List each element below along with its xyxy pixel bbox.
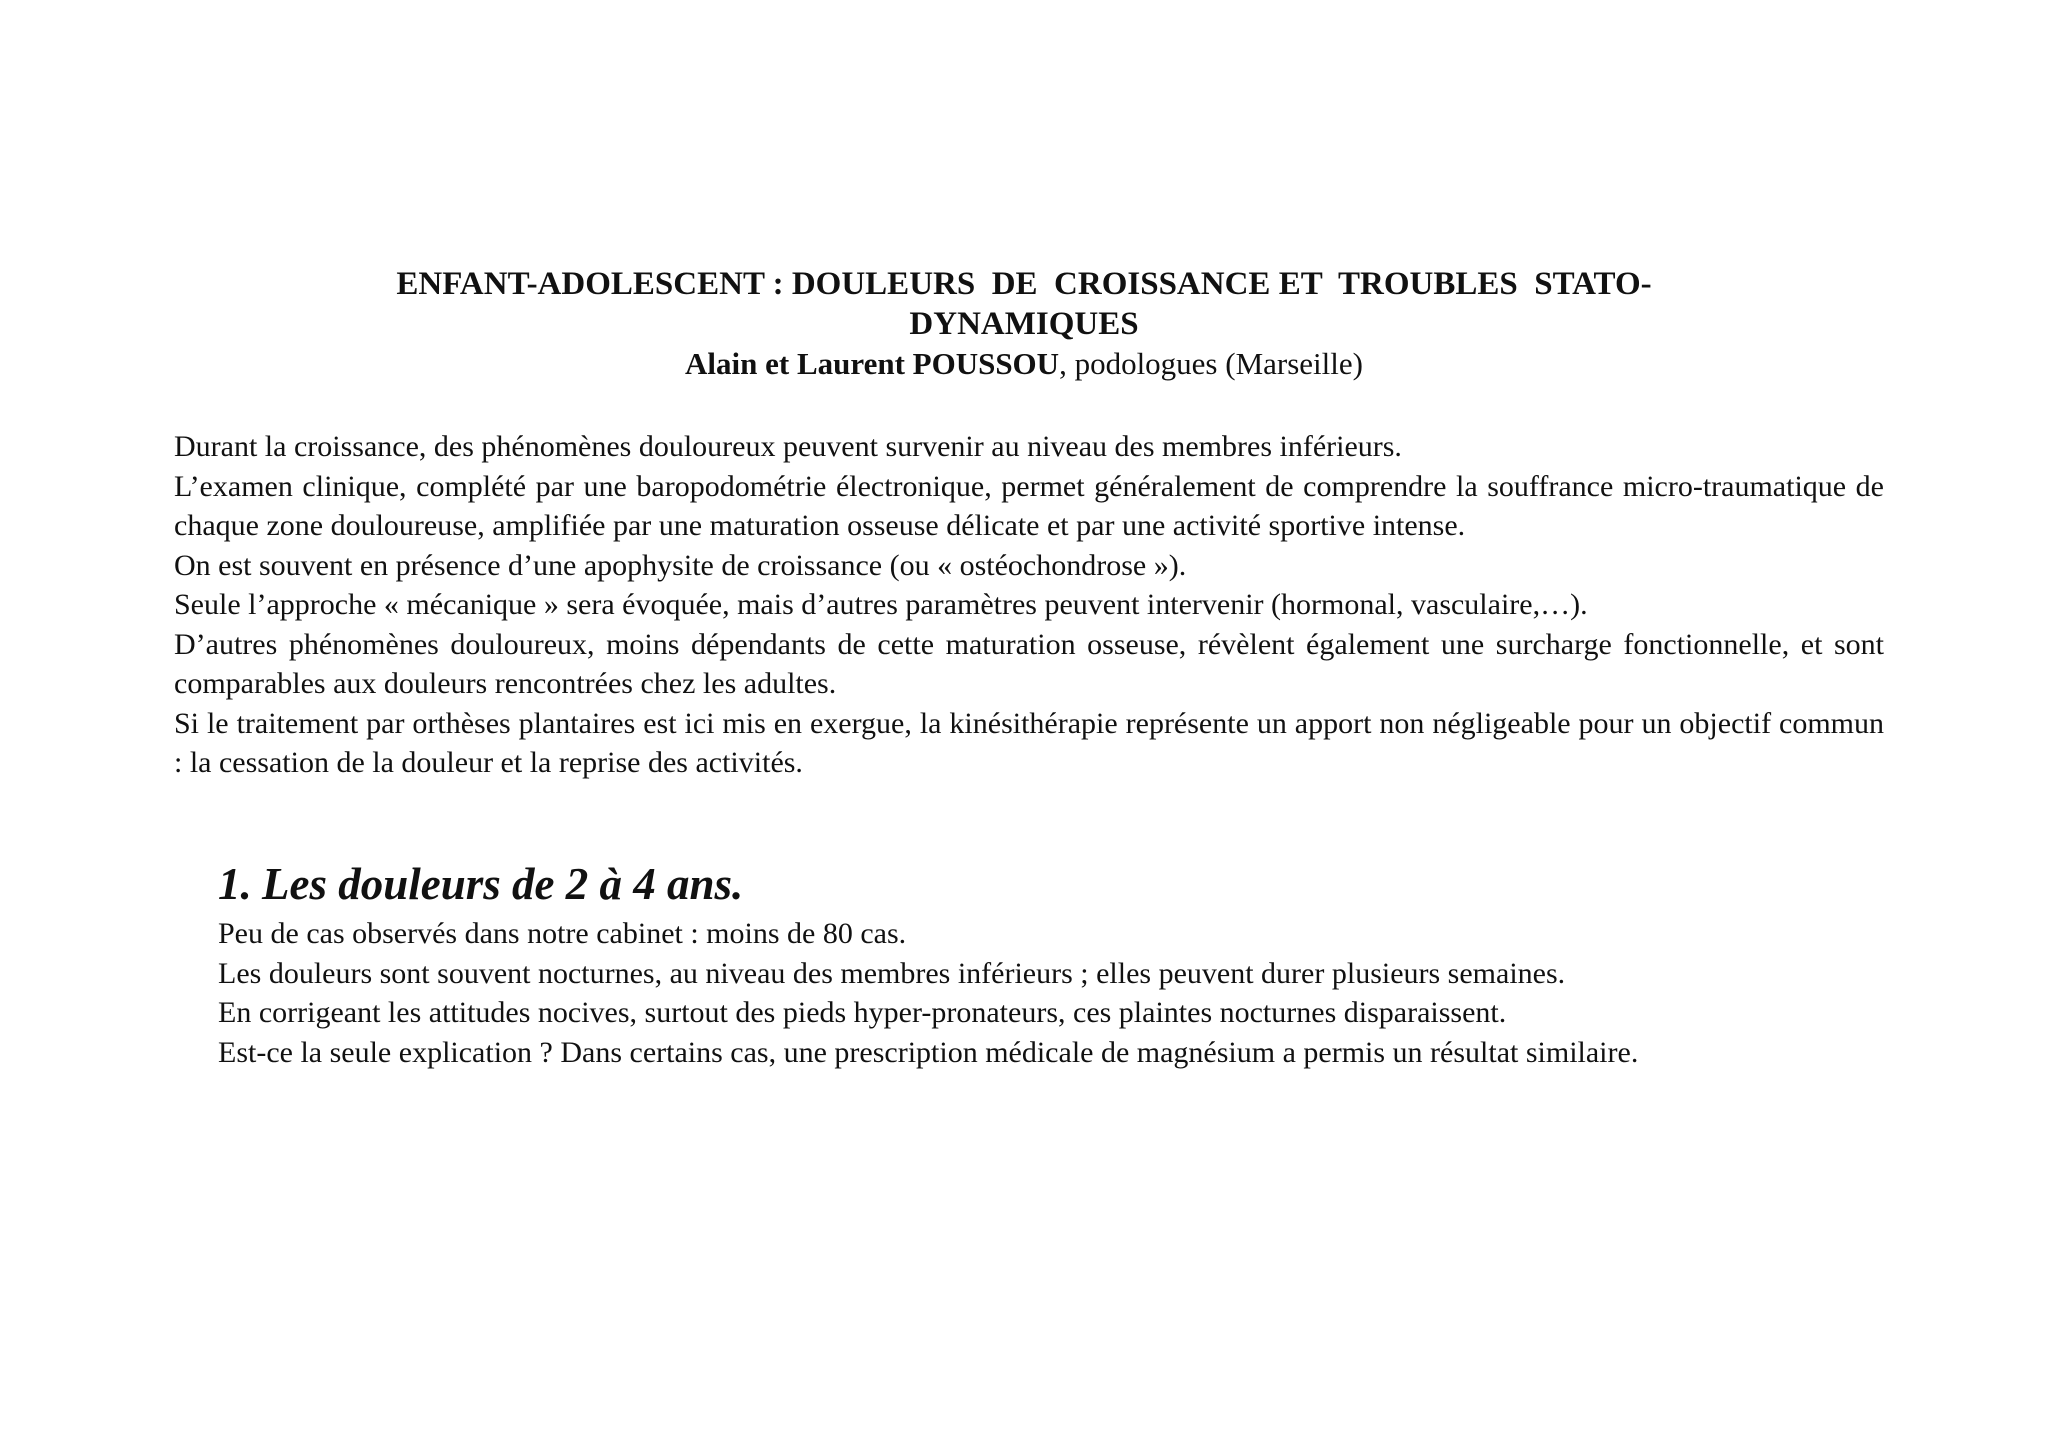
title-line-1: ENFANT-ADOLESCENT : DOULEURS DE CROISSANCE ET TROUBLES STATO- (396, 266, 1652, 302)
byline (0, 344, 2048, 384)
intro-paragraph-3: On est souvent en présence d’une apophysite de croissance (ou « ostéochondrose »). (174, 548, 1187, 582)
author-names: Alain et Laurent POUSSOU (685, 346, 1060, 381)
section-1-number: 1. (218, 859, 252, 909)
document-header (0, 264, 2048, 384)
section-1 (218, 858, 1918, 1072)
section-1-paragraph-4: Est-ce la seule explication ? Dans certains cas, une prescription médicale de magnésium a permis un résultat similaire. (218, 1035, 1639, 1069)
section-1-heading (218, 858, 1918, 910)
author-affiliation: , podologues (Marseille) (1059, 346, 1363, 381)
intro-paragraph-1: Durant la croissance, des phénomènes douloureux peuvent survenir au niveau des membres inférieurs. (174, 430, 1402, 463)
intro-section (174, 427, 1884, 783)
intro-paragraph-4: Seule l’approche « mécanique » sera évoquée, mais d’autres paramètres peuvent intervenir (hormonal, vasculaire,…). (174, 588, 1588, 621)
intro-paragraph-2: L’examen clinique, complété par une baropodométrie électronique, permet généralement de comprendre la souffrance micro-traumatique de chaque zone douloureuse, amplifiée par une maturation osseuse délicate et par une activité sportive intense. (174, 469, 1884, 542)
section-1-paragraph-1: Peu de cas observés dans notre cabinet : moins de 80 cas. (218, 917, 907, 950)
document-title (0, 264, 2048, 344)
section-1-paragraph-2: Les douleurs sont souvent nocturnes, au niveau des membres inférieurs ; elles peuvent durer plusieurs semaines. (218, 956, 1566, 990)
section-1-heading-text: Les douleurs de 2 à 4 ans. (262, 859, 744, 909)
section-1-paragraph-3: En corrigeant les attitudes nocives, surtout des pieds hyper-pronateurs, ces plaintes nocturnes disparaissent. (218, 996, 1507, 1029)
intro-paragraph-6: Si le traitement par orthèses plantaires est ici mis en exergue, la kinésithérapie représente un apport non négligeable pour un objectif commun : la cessation de la douleur et la reprise des activités. (174, 706, 1884, 779)
title-line-2: DYNAMIQUES (909, 306, 1139, 342)
intro-paragraph-5: D’autres phénomènes douloureux, moins dépendants de cette maturation osseuse, révèlent également une surcharge fonctionnelle, et sont comparables aux douleurs rencontrées chez les adultes. (174, 627, 1884, 700)
